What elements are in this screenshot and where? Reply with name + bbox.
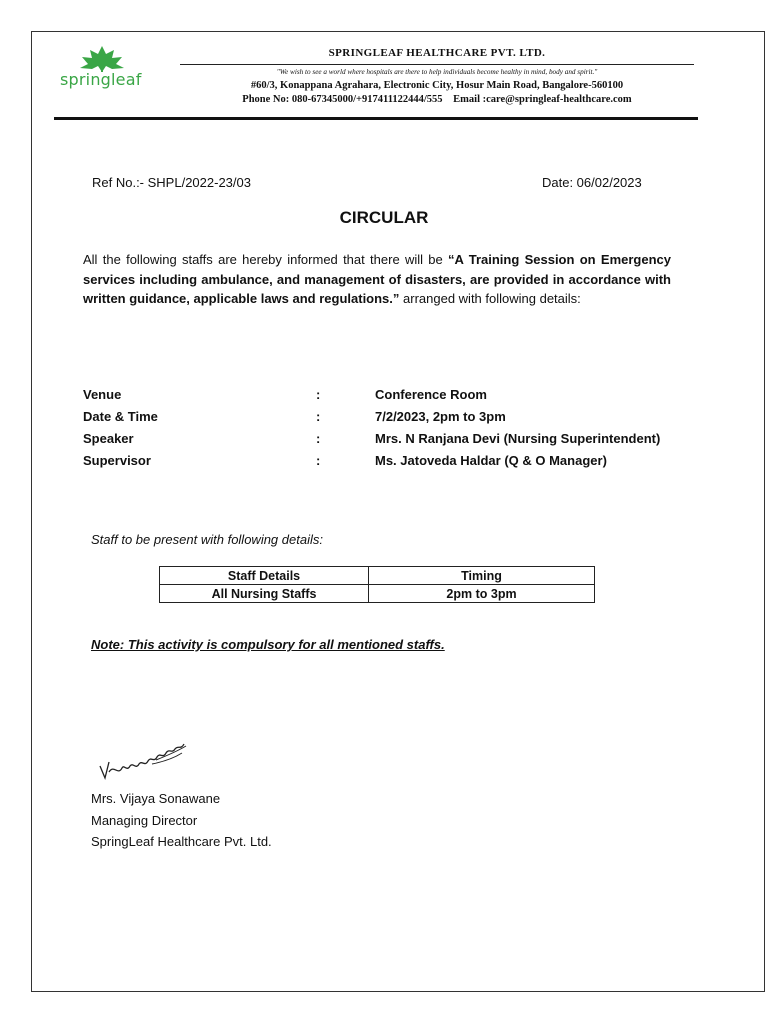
phone-number: Phone No: 080-67345000/+917411122444/555 [242,94,443,105]
detail-label: Date & Time [83,409,158,424]
signatory-block [91,788,272,853]
company-tagline: "We wish to see a world where hospitals are there to help individuals become healthy in mind, body and spirit." [276,68,598,76]
document-title: CIRCULAR [339,208,429,227]
date-text: Date: 06/02/2023 [542,175,642,190]
staff-intro: Staff to be present with following details: [91,532,323,547]
signatory-company: SpringLeaf Healthcare Pvt. Ltd. [91,834,272,849]
detail-value: Ms. Jatoveda Haldar (Q & O Manager) [375,453,607,468]
detail-value: Conference Room [375,387,487,402]
detail-value: Mrs. N Ranjana Devi (Nursing Superintendent) [375,431,661,446]
table-header-cell: Staff Details [160,567,369,585]
logo-wordmark: springleaf [60,70,142,89]
header-divider [180,64,694,65]
session-details [83,387,703,475]
table-row [160,585,595,603]
company-address: #60/3, Konappana Agrahara, Electronic City, Hosur Main Road, Bangalore-560100 [250,80,624,91]
table-cell: 2pm to 3pm [369,585,595,603]
circular-date [542,175,642,190]
detail-row-speaker [83,431,703,453]
reference-number [92,175,251,190]
handwritten-signature [96,736,192,784]
detail-row-date-time [83,409,703,431]
detail-separator: : [316,409,321,424]
signatory-designation: Managing Director [91,812,198,828]
table-header-row [160,567,595,585]
body-highlight: “A Training Session on Emergency services including ambulance, and management of disasters, are provided in accordance with written guidance, applicable laws and regulations.” [83,252,671,306]
detail-row-supervisor [83,453,703,475]
detail-label: Venue [83,387,122,402]
compulsory-note: Note: This activity is compulsory for all mentioned staffs. [91,637,445,652]
detail-value: 7/2/2023, 2pm to 3pm [375,409,506,424]
signatory-name: Mrs. Vijaya Sonawane [91,791,221,806]
detail-label: Speaker [83,431,134,446]
reference-text: Ref No.:- SHPL/2022-23/03 [92,175,251,190]
detail-separator: : [316,387,321,402]
table-header-cell: Timing [369,567,595,585]
company-logo [58,44,158,94]
header-thick-divider [54,117,698,120]
body-intro: All the following staffs are hereby informed that there will be [83,252,449,267]
detail-row-venue [83,387,703,409]
email-address: Email :care@springleaf-healthcare.com [453,94,632,105]
detail-separator: : [316,453,321,468]
detail-label: Supervisor [83,453,151,468]
body-outro: arranged with following details: [399,291,581,306]
staff-table [159,566,595,603]
table-cell: All Nursing Staffs [160,585,369,603]
detail-separator: : [316,431,321,446]
company-name: SPRINGLEAF HEALTHCARE PVT. LTD. [328,47,546,59]
body-paragraph [83,250,671,309]
company-contact [180,94,694,105]
